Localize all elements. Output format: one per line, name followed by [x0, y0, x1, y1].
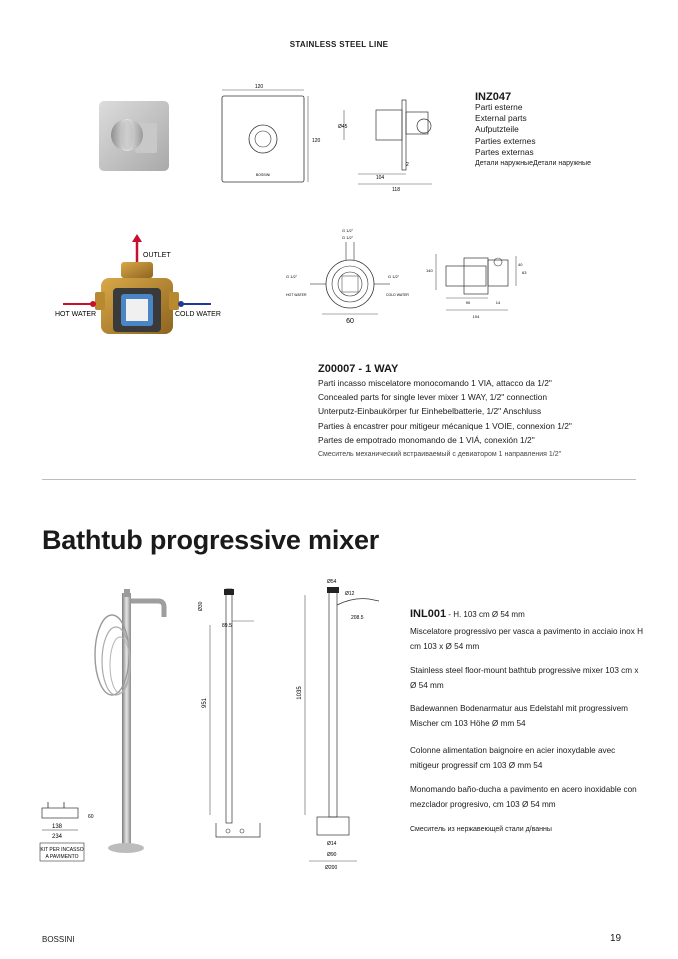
cold-water-label: COLD WATER [175, 311, 221, 318]
dim-h1: 140 [426, 268, 433, 273]
z00007-line-es: Partes de empotrado monomando de 1 VIÁ, conexión 1/2" [318, 434, 535, 445]
inz047-line-es: Partes externas [475, 146, 534, 157]
dim-d90: Ø90 [327, 852, 337, 858]
inl001-heading [410, 608, 525, 620]
dim-gap: 2 [406, 162, 409, 168]
cold-small-label: COLD WATER [386, 293, 409, 297]
dim-depth3: 104 [472, 314, 480, 319]
inl001-drawing-side [283, 575, 393, 875]
dim-d14: Ø14 [327, 841, 337, 847]
z00007-code: Z00007 - 1 WAY [318, 363, 399, 375]
dim-front-width: 120 [254, 84, 264, 90]
dim-208: 208.5 [351, 615, 364, 621]
kit-drawing [38, 796, 102, 866]
hot-water-dot-icon [90, 301, 96, 307]
z00007-descriptions [318, 376, 572, 463]
dim-side-total: 118 [392, 187, 400, 193]
dim-89: 89.5 [222, 623, 232, 629]
cold-water-dot-icon [178, 301, 184, 307]
z00007-line-it: Parti incasso miscelatore monocomando 1 VIA, attacco da 1/2" [318, 378, 552, 388]
z00007-front-drawing [284, 226, 410, 330]
inz047-line-de: Aufputzteile [475, 124, 519, 135]
kit-label-1: KIT PER INCASSO [40, 847, 84, 853]
dim-d12: Ø12 [345, 591, 355, 597]
dim-g-left: G 1/2" [286, 274, 298, 279]
inl001-spec: - H. 103 cm Ø 54 mm [446, 610, 525, 619]
inz047-line-fr: Parties externes [475, 135, 536, 146]
z00007-side-drawing [424, 246, 534, 324]
dim-1035: 1035 [297, 686, 303, 700]
dim-width: 60 [346, 318, 354, 325]
dim-depth2: 14 [495, 300, 501, 305]
hot-water-label: HOT WATER [55, 311, 97, 318]
page-number: 19 [610, 933, 622, 944]
kit-label-2: A PAVIMENTO [45, 854, 79, 860]
line-title: STAINLESS STEEL LINE [289, 40, 389, 49]
inl001-para-es: Monomando baño-ducha a pavimento en acero inoxidable con mezclador progresivo, cm 103 Ø 54 mm [410, 785, 637, 809]
inl001-para-fr: Colonne alimentation baignoire en acier inoxydable avec mitigeur progressif cm 103 Ø mm 54 [410, 746, 616, 770]
inl001-para-it: Miscelatore progressivo per vasca a pavimento in acciaio inox H cm 103 x Ø 54 mm [410, 627, 643, 651]
inl001-para-de: Badewannen Bodenarmatur aus Edelstahl mit progressivem Mischer cm 103 Höhe Ø mm 54 [410, 704, 628, 728]
inz047-line-it: Parti esterne [475, 102, 523, 112]
dim-h3: 40 [518, 262, 523, 267]
dim-d54: Ø54 [327, 579, 337, 585]
z00007-line-ru: Смеситель механический встраиваемый с девиатором 1 направления 1/2" [318, 451, 562, 459]
dim-front-height: 120 [312, 138, 321, 144]
inz047-line-en: External parts [475, 113, 527, 124]
dim-depth1: 90 [465, 300, 471, 305]
inl001-para-en: Stainless steel floor-mount bathtub progressive mixer 103 cm x Ø 54 mm [410, 666, 639, 690]
hot-small-label: HOT WATER [286, 293, 307, 297]
inz047-photo [95, 95, 175, 175]
dim-kit-60: 60 [88, 814, 94, 820]
z00007-valve-illustration [55, 232, 225, 344]
dim-side-depth: 104 [375, 175, 385, 181]
inl001-drawing-front [188, 585, 280, 855]
outlet-label: OUTLET [143, 252, 171, 259]
footer-brand: BOSSINI [42, 935, 75, 944]
dim-g-top2: G 1/2" [342, 235, 354, 240]
brand-mark: BOSSINI [255, 173, 271, 177]
inz047-side-drawing [340, 90, 440, 196]
inz047-code: INZ047 [475, 91, 512, 103]
z00007-line-fr: Parties à encastrer pour mitigeur mécanique 1 VOIE, connexion 1/2" [318, 420, 572, 431]
dim-d30: Ø30 [198, 601, 204, 611]
inl001-code: INL001 [410, 608, 447, 620]
dim-g-right: G 1/2" [388, 274, 400, 279]
section-divider [42, 479, 636, 480]
dim-g-top: G 1/2" [342, 228, 354, 233]
inz047-line-ru: Детали наружныеДетали наружные [475, 160, 591, 168]
z00007-line-de: Unterputz-Einbaukörper fur Einhebelbatterie, 1/2" Anschluss [318, 406, 542, 417]
z00007-line-en: Concealed parts for single lever mixer 1 WAY, 1/2" connection [318, 392, 548, 403]
dim-951: 951 [202, 697, 208, 709]
section-title: Bathtub progressive mixer [42, 525, 380, 555]
dim-kit-234: 234 [52, 834, 63, 840]
inz047-front-drawing [214, 84, 321, 190]
inz047-descriptions [475, 102, 591, 169]
dim-d200: Ø200 [325, 865, 338, 871]
dim-kit-138: 138 [52, 824, 63, 830]
inl001-para-ru: Смеситель из нержавеющей стали д/ванны [410, 826, 552, 833]
dim-side-diameter: Ø45 [338, 124, 348, 130]
dim-h2: 63 [522, 270, 527, 275]
